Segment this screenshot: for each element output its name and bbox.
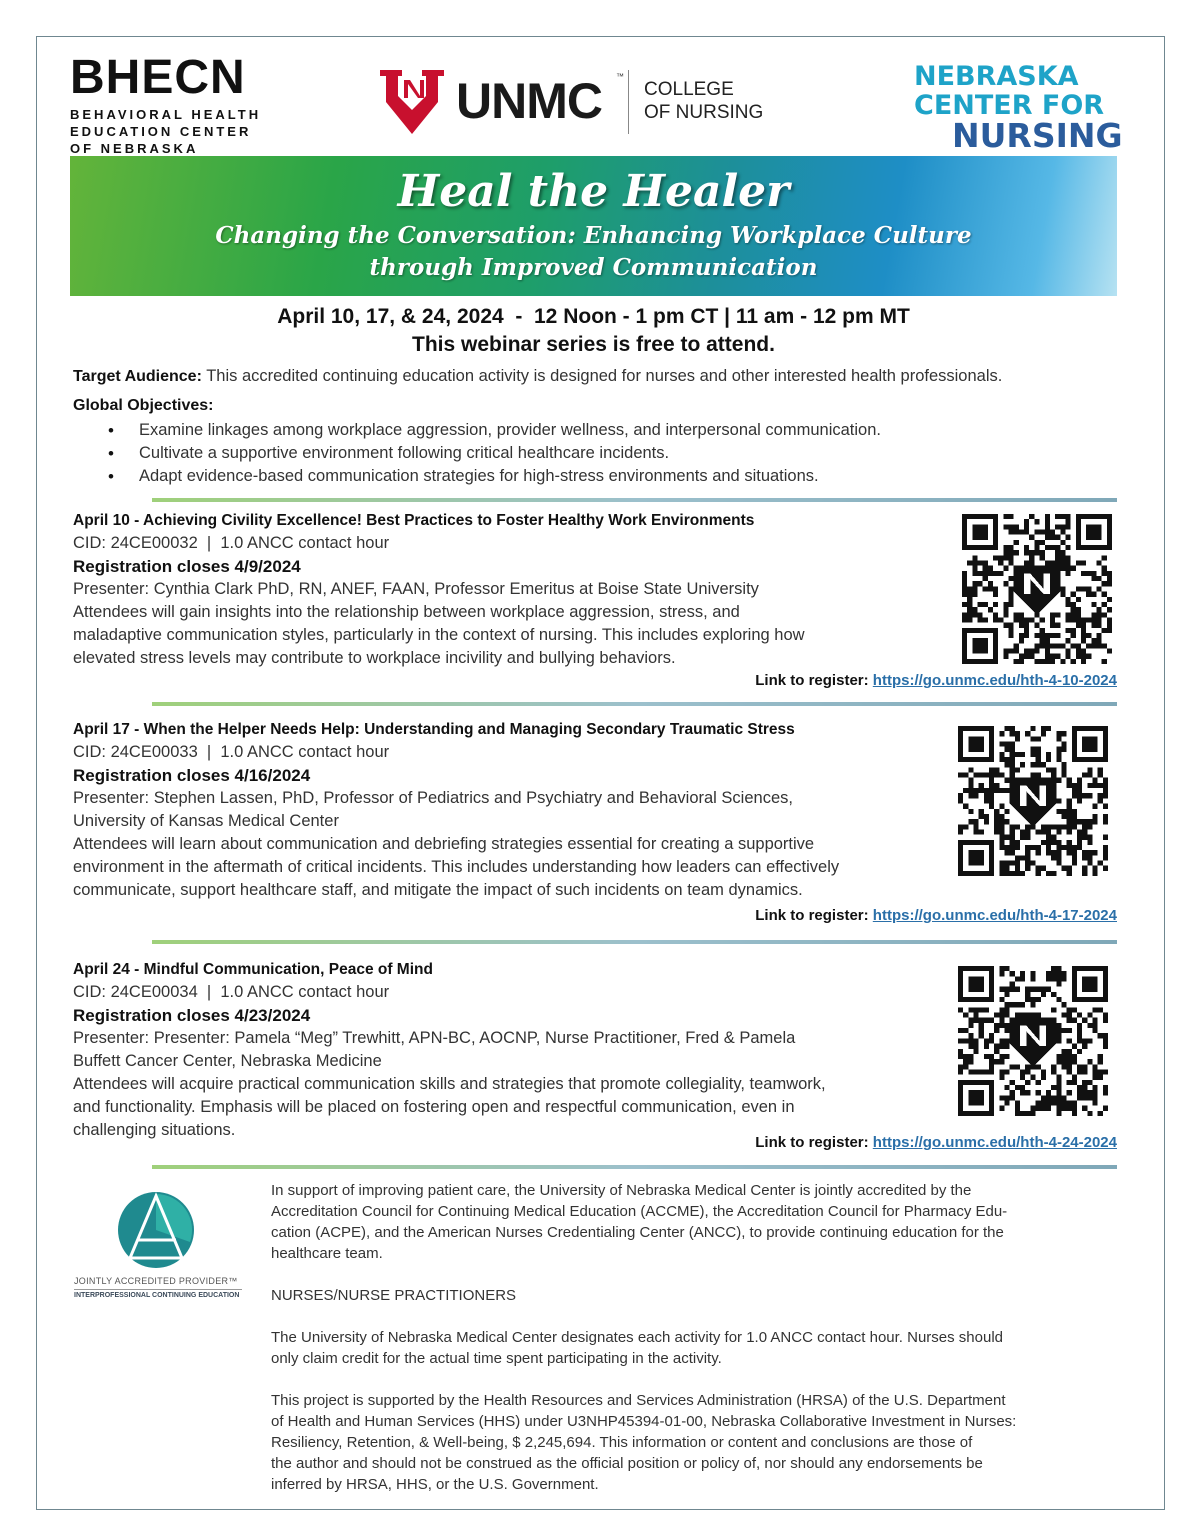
ncn-line-1: NEBRASKA — [914, 61, 1079, 92]
bhecn-line-1: BEHAVIORAL HEALTH — [70, 107, 262, 122]
session-description-line: Attendees will gain insights into the relationship between workplace aggression, stress, and — [73, 603, 740, 621]
session-description-line: and functionality. Emphasis will be placed on fostering open and respectful communication, even in — [73, 1098, 795, 1116]
footer-line: This project is supported by the Health Resources and Services Administration (HRSA) of the U.S. Department — [271, 1392, 1006, 1409]
event-subtitle-line-2: through Improved Communication — [369, 254, 818, 281]
funding-statement — [271, 1390, 1117, 1495]
footer-line: healthcare team. — [271, 1245, 383, 1262]
footer-line: the author and should not be construed as the official position or policy of, nor should any endorsements be — [271, 1455, 983, 1472]
credit-statement — [271, 1327, 1117, 1369]
footer-line: Resiliency, Retention, & Well-being, $ 2,245,694. This information or content and conclusions are those of — [271, 1434, 973, 1451]
register-link-label: Link to register: — [755, 672, 873, 689]
objectives-list — [108, 419, 881, 488]
session-description-line: elevated stress levels may contribute to workplace incivility and bullying behaviors. — [73, 649, 676, 667]
jap-subtitle: INTERPROFESSIONAL CONTINUING EDUCATION — [74, 1292, 240, 1299]
session-title: April 24 - Mindful Communication, Peace of Mind — [73, 961, 433, 978]
unmc-college-line-1: COLLEGE — [644, 79, 734, 100]
objective-item: • Cultivate a supportive environment following critical healthcare incidents. — [108, 442, 881, 465]
registration-deadline: Registration closes 4/23/2024 — [73, 1006, 311, 1025]
unmc-divider — [628, 70, 629, 134]
session-cid: CID: 24CE00032 | 1.0 ANCC contact hour — [73, 534, 390, 552]
bhecn-line-3: OF NEBRASKA — [70, 141, 199, 156]
session-cid: CID: 24CE00033 | 1.0 ANCC contact hour — [73, 743, 390, 761]
session-description-line: communicate, support healthcare staff, and mitigate the impact of such incidents on team dynamics. — [73, 881, 803, 899]
register-link-row — [755, 672, 1117, 689]
event-subtitle — [70, 220, 1117, 284]
jointly-accredited-logo — [72, 1188, 252, 1308]
section-divider — [152, 702, 1117, 706]
session-april-10 — [73, 510, 1117, 689]
target-audience-text: This accredited continuing education activity is designed for nurses and other interested health professionals. — [201, 367, 1003, 385]
unmc-logo — [376, 66, 776, 138]
qr-code-icon[interactable] — [962, 514, 1112, 664]
session-title: April 17 - When the Helper Needs Help: Understanding and Managing Secondary Traumatic Stress — [73, 721, 795, 738]
footer-line: only claim credit for the actual time spent participating in the activity. — [271, 1350, 722, 1367]
session-presenter: University of Kansas Medical Center — [73, 812, 339, 830]
unmc-trademark: ™ — [616, 72, 624, 81]
session-cid: CID: 24CE00034 | 1.0 ANCC contact hour — [73, 983, 390, 1001]
session-description-line: Attendees will learn about communication and debriefing strategies essential for creating a supportive — [73, 835, 815, 853]
unmc-wordmark: UNMC — [456, 73, 602, 129]
free-note: This webinar series is free to attend. — [412, 333, 775, 356]
registration-deadline: Registration closes 4/16/2024 — [73, 766, 311, 785]
accreditation-statement — [271, 1180, 1117, 1264]
objective-item: • Adapt evidence-based communication strategies for high-stress environments and situations. — [108, 465, 881, 488]
ncn-line-3: NURSING — [952, 116, 1123, 155]
qr-code-icon[interactable] — [958, 966, 1108, 1116]
ncn-line-2: CENTER FOR — [914, 90, 1105, 121]
event-dates: April 10, 17, & 24, 2024 - 12 Noon - 1 pm CT | 11 am - 12 pm MT — [277, 305, 910, 328]
unmc-college-name — [644, 78, 763, 124]
session-presenter: Buffett Cancer Center, Nebraska Medicine — [73, 1052, 382, 1070]
register-link[interactable]: https://go.unmc.edu/hth-4-10-2024 — [872, 672, 1117, 689]
objective-item: • Examine linkages among workplace aggression, provider wellness, and interpersonal communication. — [108, 419, 881, 442]
event-title: Heal the Healer — [397, 166, 790, 217]
footer-line: The University of Nebraska Medical Center designates each activity for 1.0 ANCC contact hour. Nurses should — [271, 1329, 1004, 1346]
ncn-logo — [914, 61, 1124, 155]
register-link-label: Link to register: — [755, 907, 873, 924]
footer-line: of Health and Human Services (HHS) under U3NHP45394-01-00, Nebraska Collaborative Investment in Nurses: — [271, 1413, 1017, 1430]
section-divider — [152, 498, 1117, 502]
objectives-heading: Global Objectives: — [73, 397, 214, 414]
session-presenter: Presenter: Presenter: Pamela “Meg” Trewhitt, APN-BC, AOCNP, Nurse Practitioner, Fred & Pamela — [73, 1029, 796, 1047]
session-description-line: challenging situations. — [73, 1121, 236, 1139]
title-banner — [70, 156, 1117, 296]
footer-line: In support of improving patient care, the University of Nebraska Medical Center is jointly accredited by the — [271, 1182, 972, 1199]
bhecn-wordmark: BHECN — [70, 51, 246, 104]
session-description-line: environment in the aftermath of critical incidents. This includes understanding how leaders can effectively — [73, 858, 840, 876]
bhecn-logo — [70, 51, 270, 157]
session-title: April 10 - Achieving Civility Excellence! Best Practices to Foster Healthy Work Environments — [73, 512, 755, 529]
footer-line: Accreditation Council for Continuing Medical Education (ACCME), the Accreditation Council for Pharmacy Edu- — [271, 1203, 1008, 1220]
footer-line: inferred by HRSA, HHS, or the U.S. Government. — [271, 1476, 599, 1493]
target-audience — [73, 367, 1002, 386]
unmc-college-line-2: OF NURSING — [644, 102, 764, 123]
session-presenter: Presenter: Stephen Lassen, PhD, Professor of Pediatrics and Psychiatry and Behavioral Sciences, — [73, 789, 793, 807]
nurses-heading: NURSES/NURSE PRACTITIONERS — [271, 1287, 517, 1304]
section-divider — [152, 940, 1117, 944]
session-description-line: Attendees will acquire practical communication skills and strategies that promote collegiality, teamwork, — [73, 1075, 826, 1093]
registration-deadline: Registration closes 4/9/2024 — [73, 557, 301, 576]
section-divider — [152, 1165, 1117, 1169]
footer-line: cation (ACPE), and the American Nurses Credentialing Center (ANCC), to provide continuing education for the — [271, 1224, 1004, 1241]
event-subtitle-line-1: Changing the Conversation: Enhancing Workplace Culture — [215, 222, 972, 249]
jap-title: JOINTLY ACCREDITED PROVIDER™ — [74, 1276, 238, 1286]
register-link-label: Link to register: — [755, 1134, 873, 1151]
register-link-row — [755, 907, 1117, 924]
session-presenter: Presenter: Cynthia Clark PhD, RN, ANEF, FAAN, Professor Emeritus at Boise State University — [73, 580, 759, 598]
register-link[interactable]: https://go.unmc.edu/hth-4-17-2024 — [872, 907, 1117, 924]
jap-emblem-icon — [72, 1188, 252, 1278]
qr-code-icon[interactable] — [958, 726, 1108, 876]
target-audience-label: Target Audience: — [73, 368, 202, 385]
unmc-shield-icon — [376, 66, 448, 138]
bhecn-line-2: EDUCATION CENTER — [70, 124, 252, 139]
register-link[interactable]: https://go.unmc.edu/hth-4-24-2024 — [872, 1134, 1117, 1151]
session-description-line: maladaptive communication styles, particularly in the context of nursing. This includes exploring how — [73, 626, 805, 644]
jap-rule — [74, 1289, 242, 1290]
register-link-row — [755, 1134, 1117, 1151]
